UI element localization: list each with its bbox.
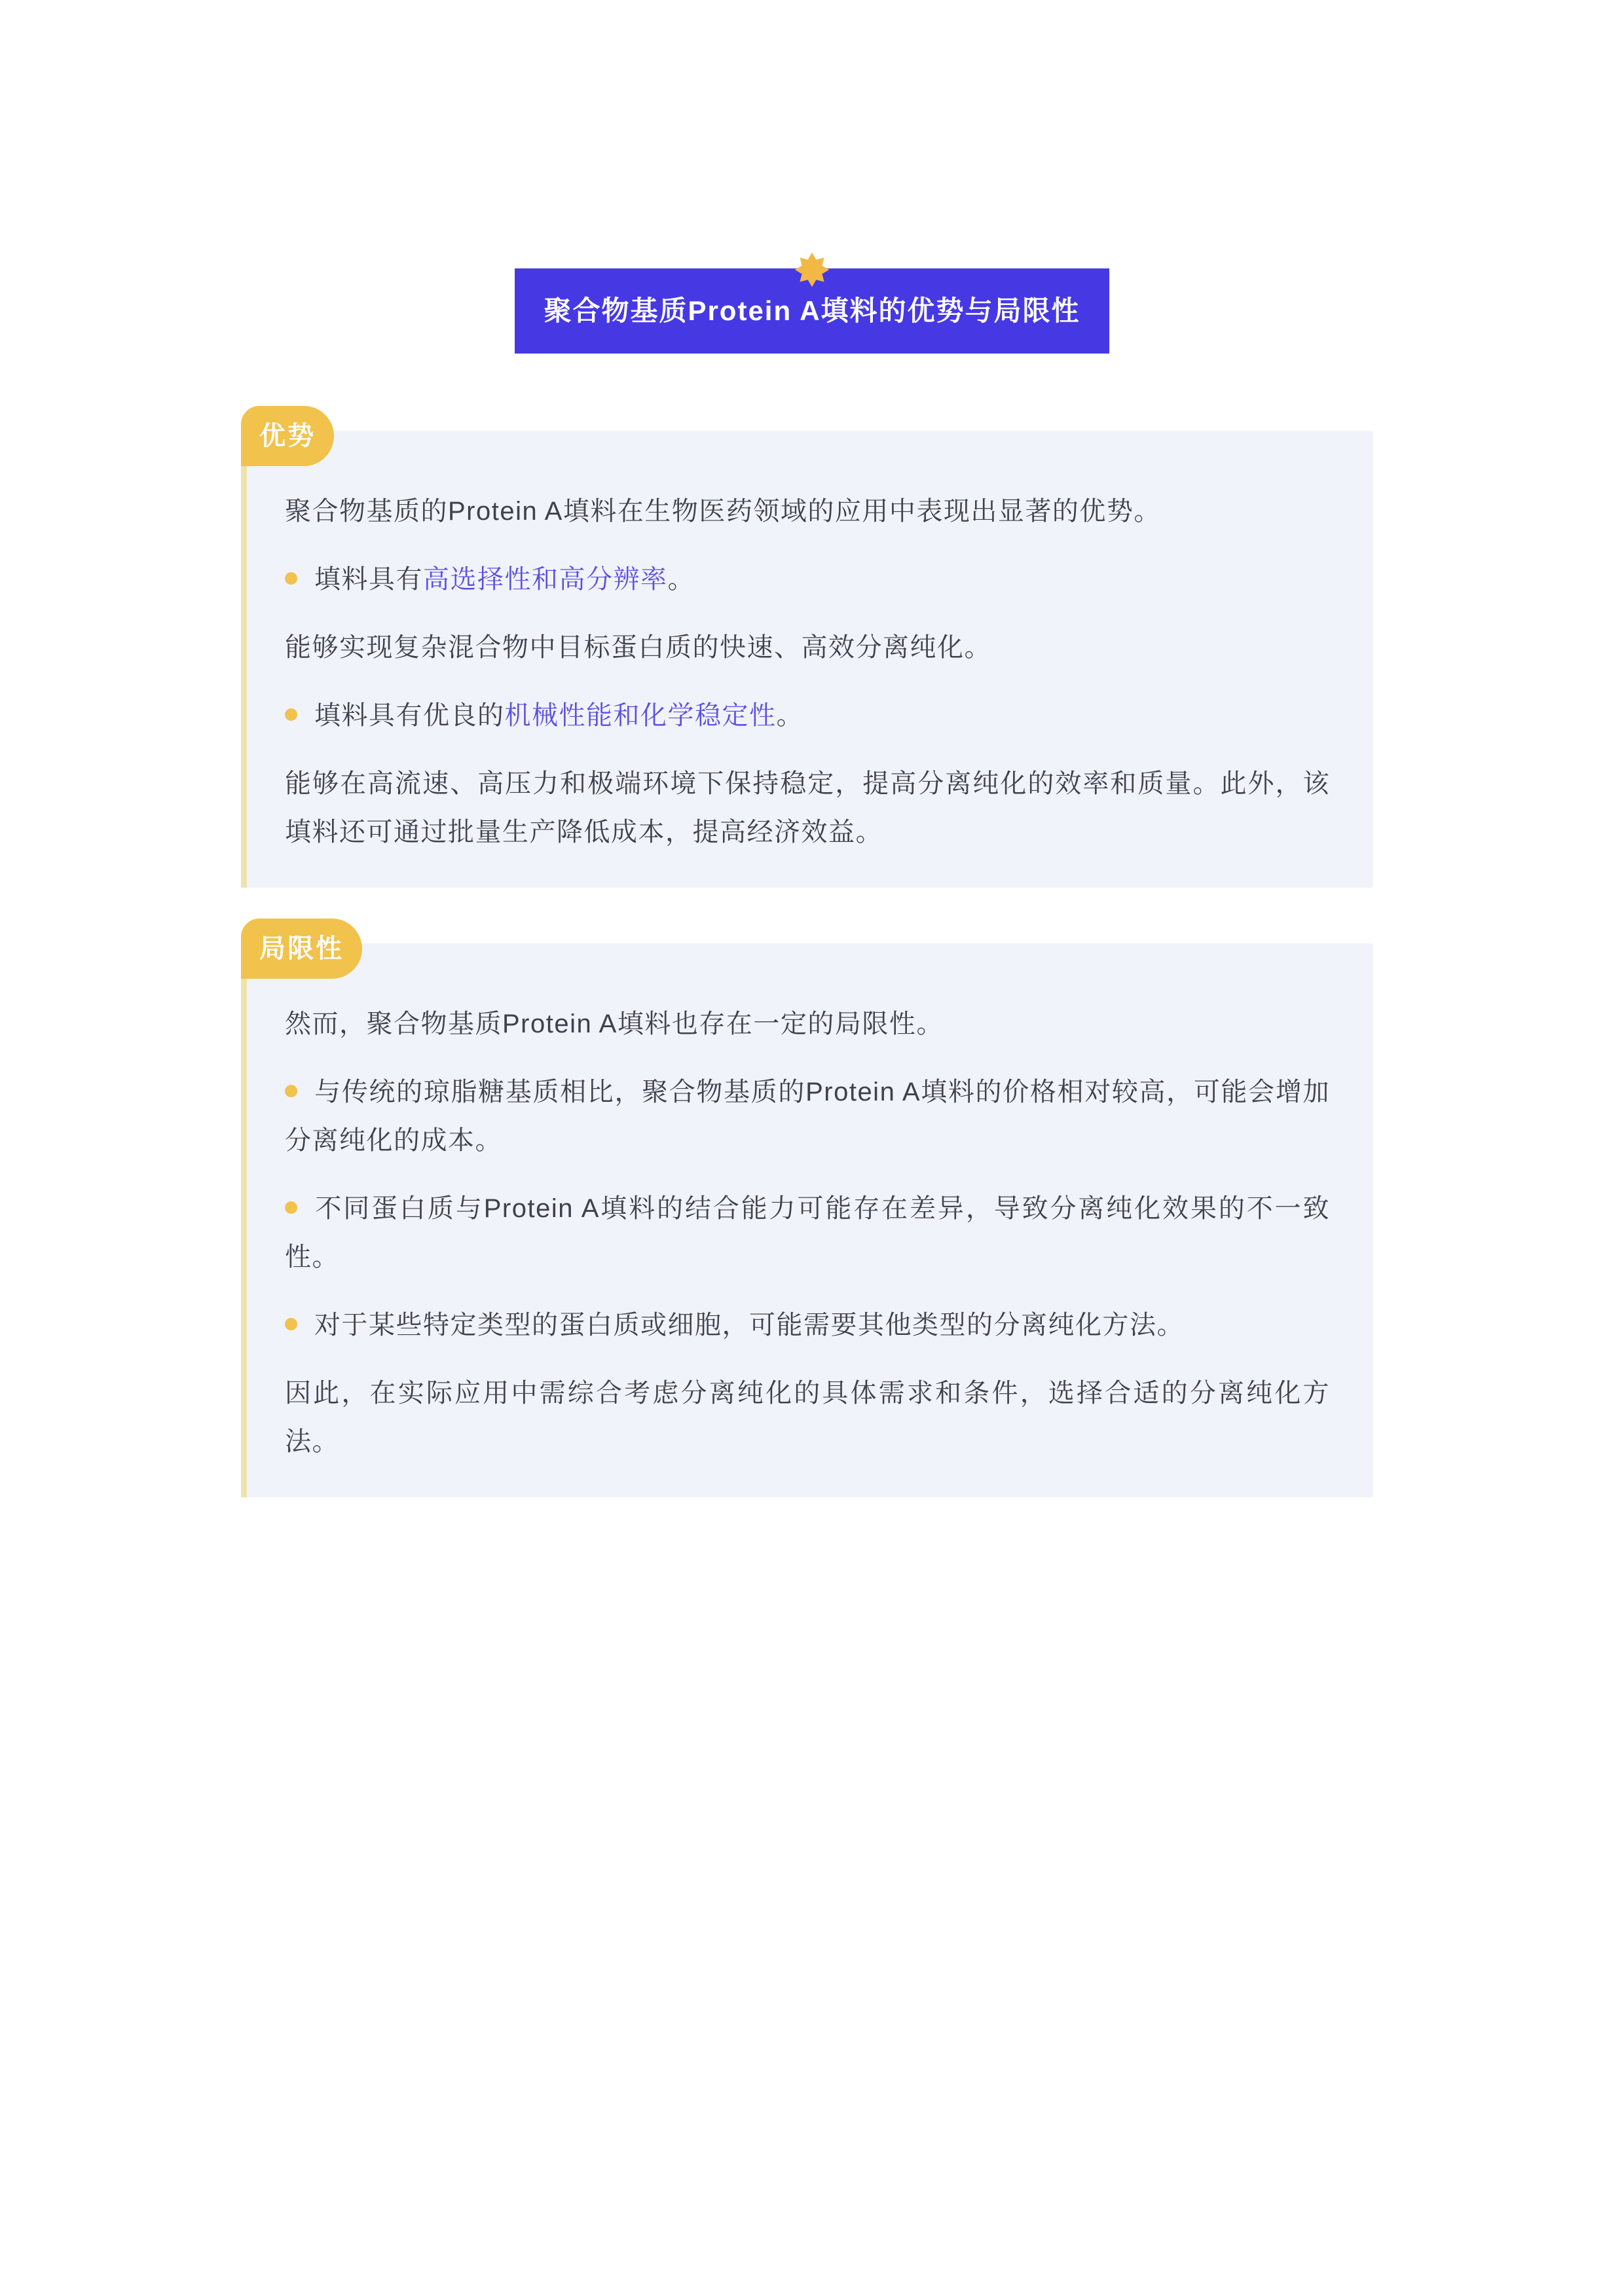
section-box [241,431,1373,888]
bullet-paragraph [285,1184,1330,1281]
text-segment: 填料具有优良的 [314,701,505,730]
text-segment: 对于某些特定类型的蛋白质或细胞，可能需要其他类型的分离纯化方法。 [314,1311,1184,1339]
paragraph [285,487,1330,536]
text-segment: 然而，聚合物基质Protein A填料也存在一定的局限性。 [285,1010,944,1038]
section-box [241,943,1373,1497]
title-banner-wrap [515,268,1109,354]
sections [241,422,1373,1497]
section-badge: 优势 [241,406,334,466]
eight-point-star-icon [794,251,830,288]
text-segment: 因此，在实际应用中需综合考虑分离纯化的具体需求和条件，选择合适的分离纯化方法。 [285,1379,1330,1456]
bullet-paragraph [285,1068,1330,1165]
section-badge: 局限性 [241,919,362,979]
paragraph [285,1000,1330,1048]
bullet-dot-icon [285,1318,297,1330]
text-segment: 能够在高流速、高压力和极端环境下保持稳定，提高分离纯化的效率和质量。此外，该填料还可通过批量生产降低成本，提高经济效益。 [285,769,1330,847]
bullet-paragraph [285,1301,1330,1349]
text-segment: 。 [776,701,803,730]
section-limitations [241,934,1373,1497]
bullet-paragraph [285,691,1330,740]
text-segment: 聚合物基质的Protein A填料在生物医药领域的应用中表现出显著的优势。 [285,497,1161,526]
page-title: 聚合物基质Protein A填料的优势与局限性 [515,268,1109,354]
text-segment: 与传统的琼脂糖基质相比，聚合物基质的Protein A填料的价格相对较高，可能会增加分离纯化的成本。 [285,1078,1330,1155]
section-advantages [241,422,1373,888]
text-segment: 。 [667,565,695,594]
bullet-dot-icon [285,572,297,585]
bullet-dot-icon [285,1201,297,1214]
bullet-dot-icon [285,708,297,721]
text-segment: 不同蛋白质与Protein A填料的结合能力可能存在差异，导致分离纯化效果的不一致性。 [285,1194,1330,1271]
paragraph [285,759,1330,856]
paragraph [285,1369,1330,1466]
highlight-text: 高选择性和高分辨率 [423,565,668,594]
text-segment: 能够实现复杂混合物中目标蛋白质的快速、高效分离纯化。 [285,633,991,662]
text-segment: 填料具有 [314,565,423,594]
paragraph [285,623,1330,672]
bullet-paragraph [285,555,1330,604]
bullet-dot-icon [285,1085,297,1097]
highlight-text: 机械性能和化学稳定性 [504,701,777,730]
